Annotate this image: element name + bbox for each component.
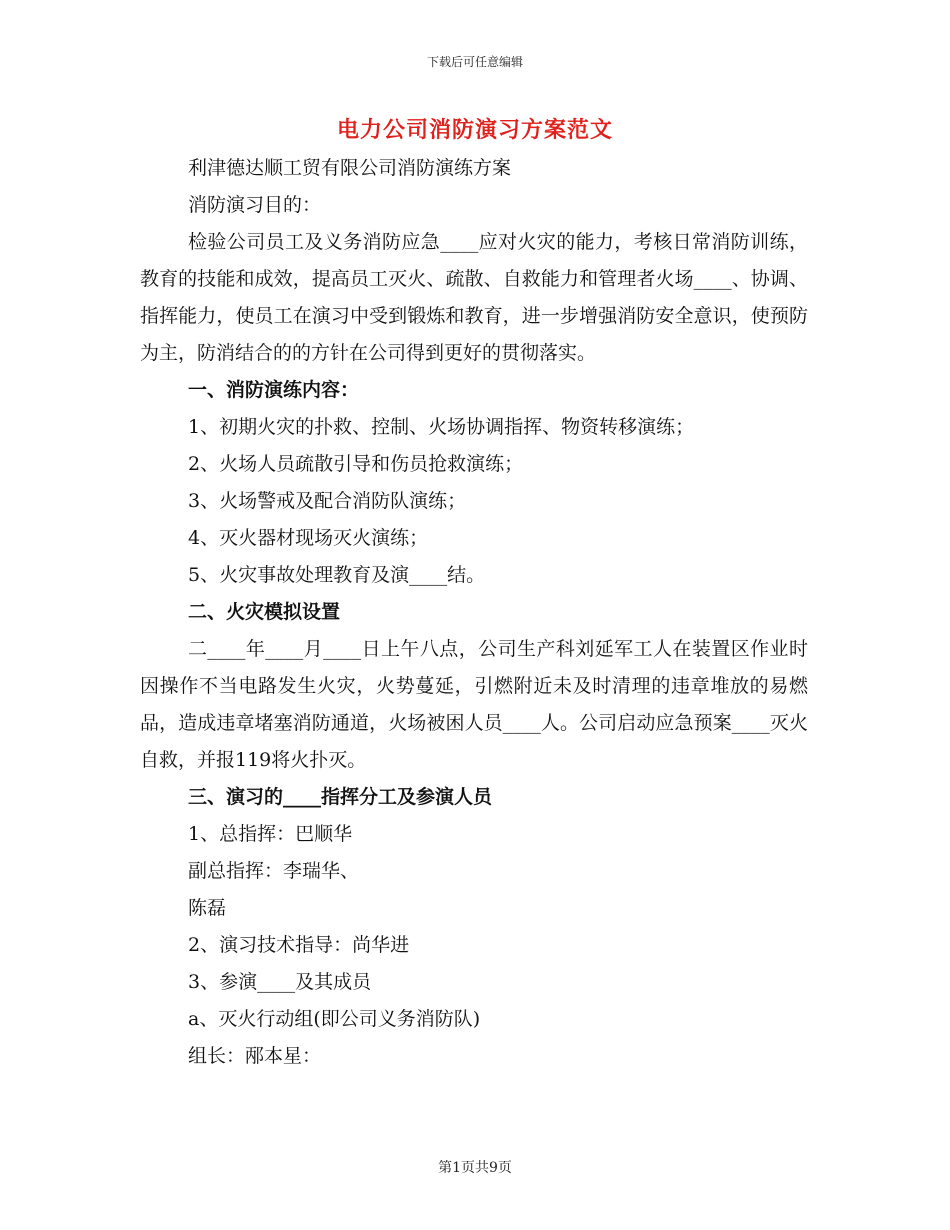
list-item: 3、火场警戒及配合消防队演练；	[188, 490, 467, 512]
purpose-paragraph: 检验公司员工及义务消防应急____应对火灾的能力，考核日常消防训练，教育的技能和成效，提高员工灭火、疏散、自救能力和管理者火场____、协调、指挥能力，使员工在演习中受到锻炼和教育，进一步增强消防安全意识，使预防为主，防消结合的的方针在公司得到更好的贯彻落实。	[140, 231, 808, 364]
company-line: 利津德达顺工贸有限公司消防演练方案	[188, 157, 512, 179]
purpose-heading: 消防演习目的：	[188, 194, 322, 216]
list-item: 1、总指挥：巴顺华	[188, 823, 353, 845]
list-item: 组长：邴本星：	[188, 1045, 322, 1067]
page-footer: 第1页共9页	[438, 1160, 512, 1176]
list-item: 5、火灾事故处理教育及演____结。	[188, 564, 486, 586]
section2-heading: 二、火灾模拟设置	[188, 601, 341, 623]
list-item: 2、演习技术指导：尚华进	[188, 934, 410, 956]
list-item: 3、参演____及其成员	[188, 971, 372, 993]
list-item: 4、灭火器材现场灭火演练；	[188, 527, 429, 549]
section3-heading: 三、演习的____指挥分工及参演人员	[188, 786, 493, 808]
list-item: 陈磊	[188, 897, 227, 919]
document-title: 电力公司消防演习方案范文	[336, 117, 613, 143]
section2-paragraph: 二____年____月____日上午八点，公司生产科刘延军工人在装置区作业时因操作不当电路发生火灾，火势蔓延，引燃附近未及时清理的违章堆放的易燃品，造成违章堵塞消防通道，火场被困人员____人。公司启动应急预案____灭火自救，并报119将火扑灭。	[140, 638, 808, 771]
list-item: 1、初期火灾的扑救、控制、火场协调指挥、物资转移演练；	[188, 416, 695, 438]
page-header-note: 下载后可任意编辑	[426, 55, 523, 69]
list-item: a、灭火行动组(即公司义务消防队)	[188, 1008, 481, 1030]
list-item: 2、火场人员疏散引导和伤员抢救演练；	[188, 453, 524, 475]
section1-heading: 一、消防演练内容：	[188, 379, 360, 401]
list-item: 副总指挥：李瑞华、	[188, 860, 360, 882]
document-body	[140, 150, 808, 1075]
